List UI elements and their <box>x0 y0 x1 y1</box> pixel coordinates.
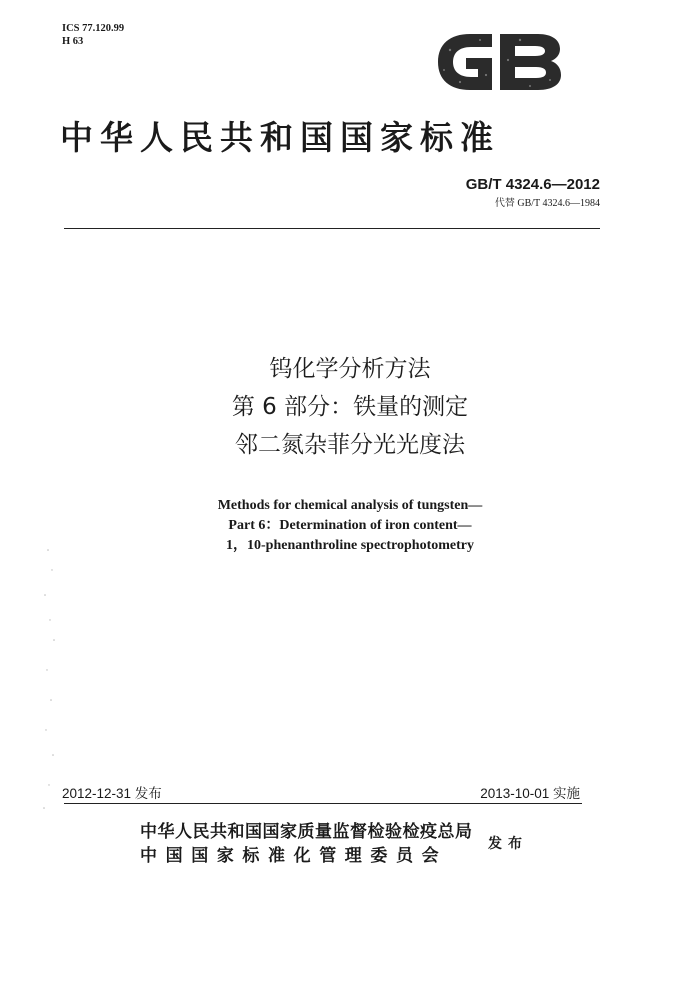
gb-logo-letter-g <box>438 34 492 90</box>
replaces-standard: 代替 GB/T 4324.6—1984 <box>494 198 600 209</box>
scan-artifact <box>30 540 60 820</box>
gb-logo-graphic <box>430 30 566 94</box>
ics-code: ICS 77.120.99 <box>62 23 125 34</box>
scan-noise-graphic <box>30 540 60 820</box>
cn-title-line: 钨化学分析方法 <box>269 356 431 382</box>
en-title-line: 1，10-phenanthroline spectrophotometry <box>226 538 474 553</box>
gb-logo <box>430 30 566 94</box>
standard-code-block <box>466 176 600 209</box>
standard-category-title: 中华人民共和国国家标准 <box>60 118 500 157</box>
issuer-sac: 中国国家标准化管理委员会 <box>140 846 448 866</box>
implementation-date: 2013-10-01 实施 <box>480 786 580 801</box>
gb-logo-letter-b <box>500 34 561 90</box>
cn-title-line: 邻二氮杂菲分光光度法 <box>235 432 465 458</box>
en-title-line: Methods for chemical analysis of tungsten— <box>217 498 483 513</box>
bottom-divider <box>64 803 582 804</box>
issuing-authorities <box>140 820 473 868</box>
en-title-line: Part 6：Determination of iron content— <box>228 518 472 533</box>
standard-number: GB/T 4324.6—2012 <box>465 176 600 193</box>
document-title-english <box>0 496 700 556</box>
top-divider <box>64 228 600 229</box>
cn-title-line: 第 6 部分：铁量的测定 <box>231 394 469 420</box>
ccs-code: H 63 <box>62 36 84 47</box>
dates-row <box>62 782 580 802</box>
publication-date: 2012-12-31 发布 <box>62 786 162 801</box>
issuer-aqsiq: 中华人民共和国国家质量监督检验检疫总局 <box>140 822 473 842</box>
issue-action: 发布 <box>488 836 528 852</box>
classification-codes <box>62 22 124 48</box>
document-title-chinese <box>0 350 700 464</box>
